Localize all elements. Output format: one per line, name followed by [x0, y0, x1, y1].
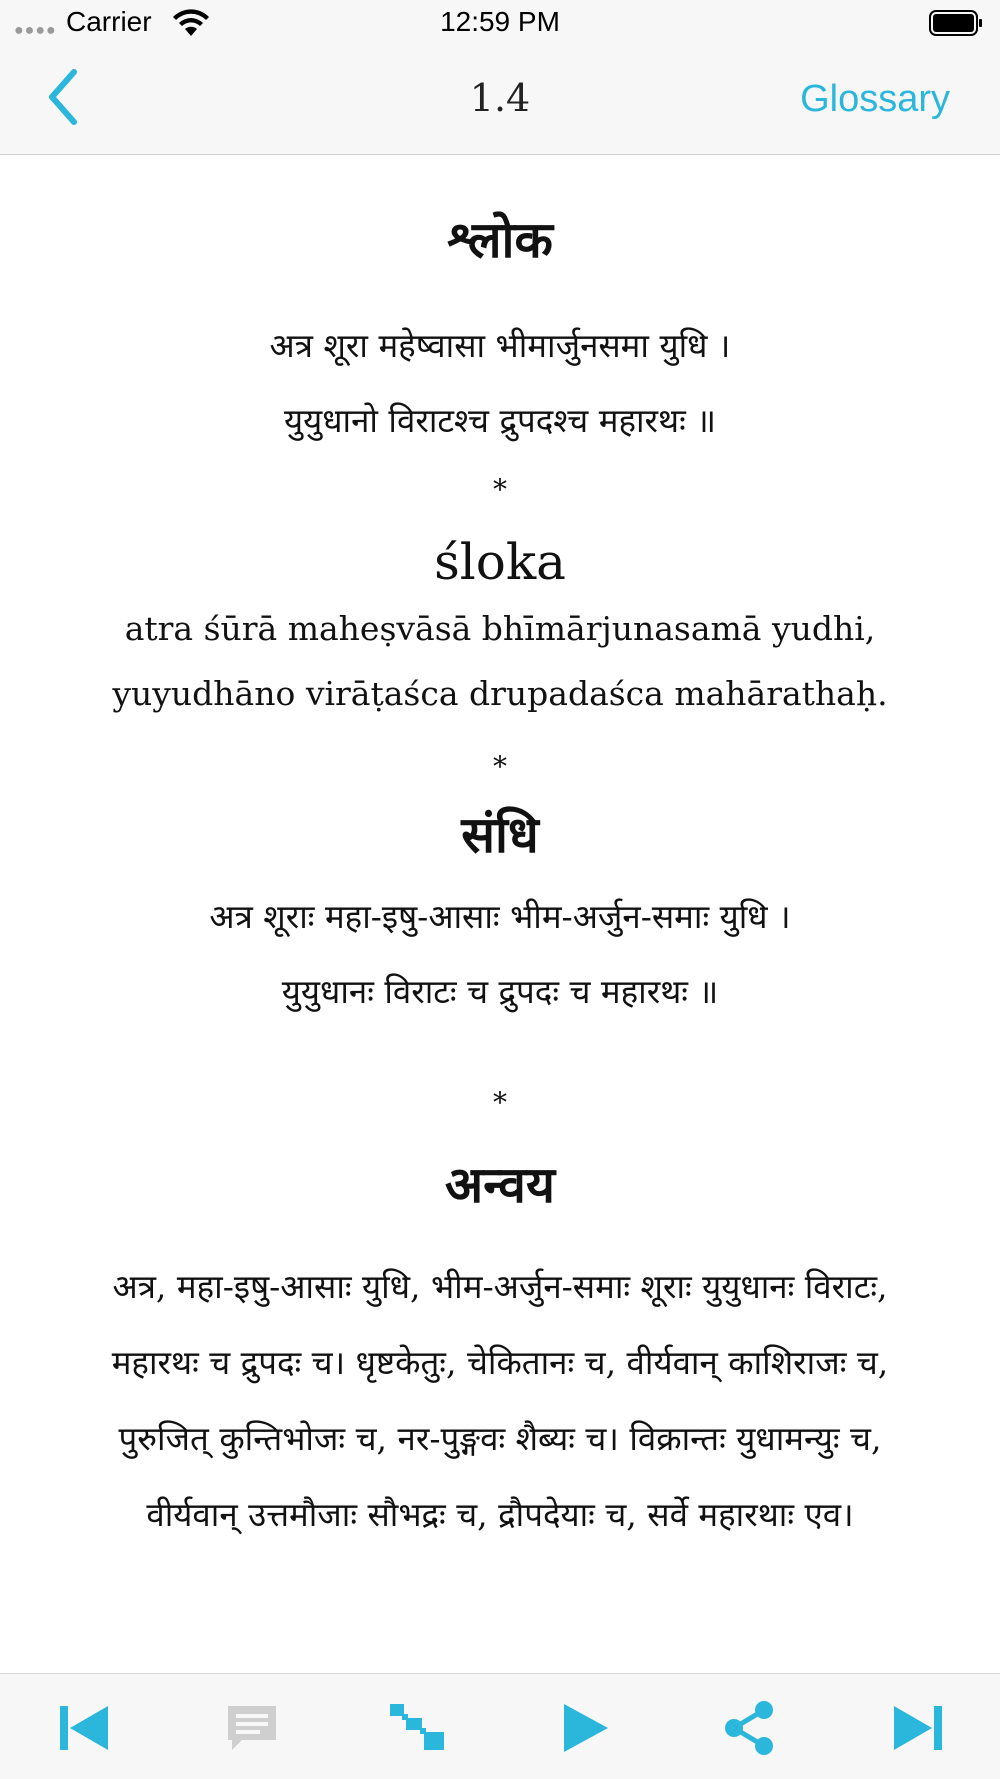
anvaya-line-2: महारथः च द्रुपदः च। धृष्टकेतुः, चेकितानः च, वीर्यवान् काशिराजः च, — [111, 1343, 889, 1382]
shloka-line-2: युयुधानो विराटश्च द्रुपदश्च महारथः ॥ — [283, 401, 717, 440]
status-time: 12:59 PM — [440, 6, 560, 37]
anvaya-heading: अन्वय — [445, 1155, 555, 1214]
battery-icon — [929, 10, 983, 36]
section-separator: * — [493, 1086, 507, 1119]
status-bar — [0, 0, 1000, 48]
sandhi-line-2: युयुधानः विराटः च द्रुपदः च महारथः ॥ — [281, 972, 719, 1011]
signal-strength-icon: ●●●● — [14, 22, 57, 39]
carrier-name: Carrier — [66, 6, 152, 37]
anvaya-line-1: अत्र, महा-इषु-आसाः युधि, भीम-अर्जुन-समाः शूराः युयुधानः विराटः, — [112, 1267, 888, 1306]
play-icon[interactable] — [554, 1698, 614, 1758]
shloka-line-1: अत्र शूरा महेष्वासा भीमार्जुनसमा युधि । — [269, 326, 731, 365]
navigation-bar — [0, 48, 1000, 155]
verse-number-title: 1.4 — [469, 76, 531, 120]
steps-icon[interactable] — [388, 1698, 448, 1758]
bottom-toolbar — [0, 1673, 1000, 1779]
section-separator: * — [493, 750, 507, 783]
share-icon[interactable] — [720, 1698, 780, 1758]
back-chevron-icon[interactable] — [40, 62, 94, 132]
glossary-button[interactable]: Glossary — [800, 78, 950, 120]
verse-content[interactable] — [0, 155, 1000, 1673]
skip-previous-icon[interactable] — [56, 1698, 116, 1758]
anvaya-line-3: पुरुजित् कुन्तिभोजः च, नर-पुङ्गवः शैब्यः च। विक्रान्तः युधामन्युः च, — [118, 1419, 882, 1458]
skip-next-icon[interactable] — [886, 1698, 946, 1758]
sloka-line-2: yuyudhāno virāṭaśca drupadaśca mahārathaḥ. — [112, 674, 888, 713]
section-separator: * — [493, 473, 507, 506]
sloka-transliteration-heading: śloka — [434, 533, 566, 591]
anvaya-line-4: वीर्यवान् उत्तमौजाः सौभद्रः च, द्रौपदेयाः च, सर्वे महारथाः एव। — [146, 1495, 854, 1534]
sandhi-line-1: अत्र शूराः महा-इषु-आसाः भीम-अर्जुन-समाः युधि । — [209, 897, 791, 936]
sandhi-heading: संधि — [461, 805, 539, 864]
comment-icon[interactable] — [222, 1698, 282, 1758]
shloka-heading: श्लोक — [447, 210, 553, 269]
sloka-line-1: atra śūrā maheṣvāsā bhīmārjunasamā yudhi, — [124, 609, 876, 648]
